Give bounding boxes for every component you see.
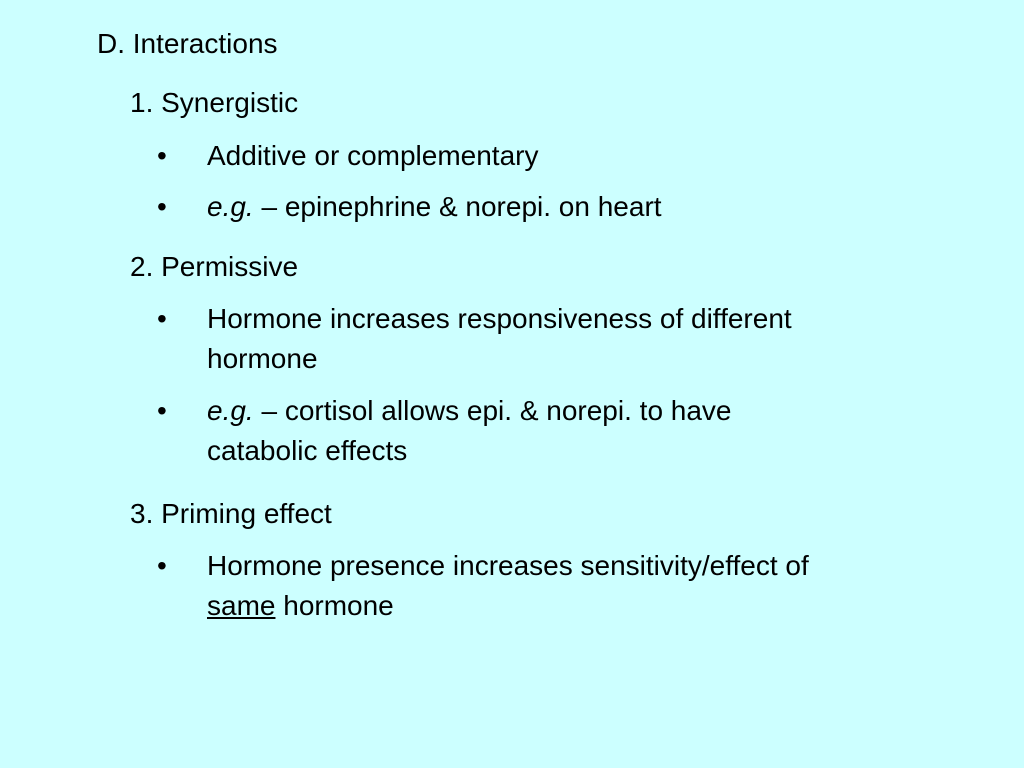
bullet-marker: • — [157, 395, 167, 426]
bullet-text — [207, 391, 987, 471]
section-title-synergistic: 1. Synergistic — [130, 87, 299, 118]
bullet-text-line2: catabolic effects — [207, 435, 408, 466]
bullet-text — [207, 187, 987, 227]
bullet-text — [207, 299, 987, 379]
bullet-marker: • — [157, 191, 167, 222]
bullet-marker: • — [157, 303, 167, 334]
slide-heading: D. Interactions — [97, 28, 278, 59]
bullet-marker: • — [157, 550, 167, 581]
bullet-text-line2: hormone — [275, 590, 394, 621]
bullet-text — [207, 546, 987, 626]
example-prefix: e.g. — [207, 191, 254, 222]
section-title-permissive: 2. Permissive — [130, 251, 299, 282]
underlined-word: same — [207, 590, 276, 621]
example-text: – epinephrine & norepi. on heart — [253, 191, 662, 222]
bullet-text-line1: – cortisol allows epi. & norepi. to have — [253, 395, 732, 426]
bullet-text-line1: Hormone increases responsiveness of different — [207, 303, 792, 334]
example-prefix: e.g. — [207, 395, 254, 426]
bullet-text-line1: Hormone presence increases sensitivity/effect of — [207, 550, 809, 581]
bullet-text-line2: hormone — [207, 343, 318, 374]
section-title-priming-effect: 3. Priming effect — [130, 498, 332, 529]
bullet-marker: • — [157, 140, 167, 171]
bullet-text: Additive or complementary — [207, 140, 539, 171]
